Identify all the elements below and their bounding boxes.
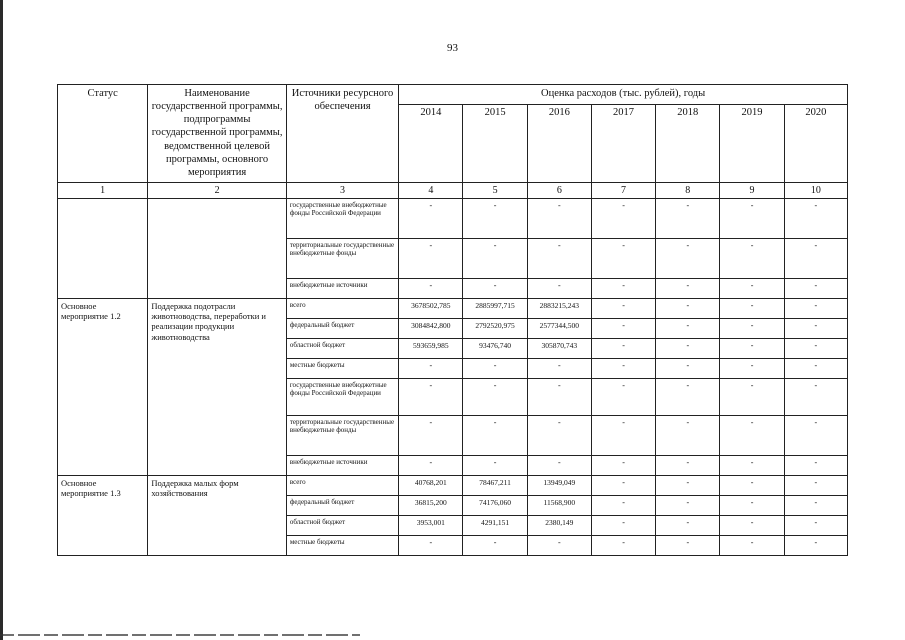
- expense-value-cell: -: [720, 359, 784, 379]
- header-sources: Источники ресурсного обеспечения: [286, 85, 398, 183]
- expense-value-cell: -: [399, 536, 463, 556]
- expense-value-cell: 3678502,785: [399, 299, 463, 319]
- expense-value-cell: 593659,985: [399, 339, 463, 359]
- expense-value-cell: -: [784, 239, 847, 279]
- expense-value-cell: -: [399, 199, 463, 239]
- expense-value-cell: -: [784, 279, 847, 299]
- expense-value-cell: -: [656, 339, 720, 359]
- expense-value-cell: -: [463, 456, 527, 476]
- expense-value-cell: -: [784, 516, 847, 536]
- header-year: 2014: [399, 105, 463, 183]
- scan-edge-left: [0, 0, 3, 640]
- expense-value-cell: -: [591, 516, 655, 536]
- header-estimate: Оценка расходов (тыс. рублей), годы: [399, 85, 848, 105]
- expense-value-cell: 13949,049: [527, 476, 591, 496]
- expense-value-cell: -: [784, 496, 847, 516]
- expense-value-cell: -: [784, 319, 847, 339]
- table-body: [58, 183, 848, 556]
- expense-value-cell: -: [784, 536, 847, 556]
- expense-value-cell: -: [527, 239, 591, 279]
- expense-value-cell: 2883215,243: [527, 299, 591, 319]
- expense-value-cell: -: [656, 416, 720, 456]
- expense-value-cell: 3953,001: [399, 516, 463, 536]
- expense-value-cell: -: [463, 379, 527, 416]
- column-number: 5: [463, 183, 527, 199]
- expense-value-cell: -: [399, 239, 463, 279]
- expense-value-cell: -: [463, 239, 527, 279]
- expense-value-cell: -: [720, 339, 784, 359]
- funding-source-cell: областной бюджет: [286, 516, 398, 536]
- expense-value-cell: -: [656, 359, 720, 379]
- funding-source-cell: всего: [286, 299, 398, 319]
- expense-value-cell: -: [591, 319, 655, 339]
- column-number: 4: [399, 183, 463, 199]
- column-number: 6: [527, 183, 591, 199]
- expense-value-cell: -: [527, 199, 591, 239]
- column-number: 7: [591, 183, 655, 199]
- expense-value-cell: -: [784, 416, 847, 456]
- expense-value-cell: -: [720, 199, 784, 239]
- expense-value-cell: -: [399, 456, 463, 476]
- expense-value-cell: -: [527, 279, 591, 299]
- expense-value-cell: -: [656, 239, 720, 279]
- expense-value-cell: -: [399, 379, 463, 416]
- expense-value-cell: -: [399, 416, 463, 456]
- expense-value-cell: -: [591, 496, 655, 516]
- expense-value-cell: -: [591, 536, 655, 556]
- expense-value-cell: -: [720, 496, 784, 516]
- program-name-cell: [148, 199, 287, 299]
- expense-value-cell: -: [784, 339, 847, 359]
- expense-value-cell: -: [656, 536, 720, 556]
- funding-source-cell: внебюджетные источники: [286, 279, 398, 299]
- expense-value-cell: -: [720, 476, 784, 496]
- column-number: 3: [286, 183, 398, 199]
- expense-table: [57, 84, 848, 556]
- expense-value-cell: 11568,900: [527, 496, 591, 516]
- funding-source-cell: внебюджетные источники: [286, 456, 398, 476]
- status-cell: Основное мероприятие 1.2: [58, 299, 148, 476]
- scan-edge-bottom: [0, 634, 360, 636]
- header-year: 2016: [527, 105, 591, 183]
- funding-source-cell: местные бюджеты: [286, 359, 398, 379]
- expense-value-cell: -: [463, 359, 527, 379]
- expense-value-cell: -: [527, 456, 591, 476]
- funding-source-cell: территориальные государственные внебюджетные фонды: [286, 239, 398, 279]
- expense-value-cell: 2380,149: [527, 516, 591, 536]
- expense-value-cell: -: [591, 299, 655, 319]
- expense-value-cell: -: [656, 496, 720, 516]
- header-year: 2015: [463, 105, 527, 183]
- funding-source-cell: местные бюджеты: [286, 536, 398, 556]
- funding-source-cell: федеральный бюджет: [286, 319, 398, 339]
- expense-value-cell: -: [784, 476, 847, 496]
- funding-source-cell: территориальные государственные внебюджетные фонды: [286, 416, 398, 456]
- expense-value-cell: -: [656, 199, 720, 239]
- expense-value-cell: -: [591, 339, 655, 359]
- expense-value-cell: 40768,201: [399, 476, 463, 496]
- table-row: [58, 299, 848, 319]
- funding-source-cell: федеральный бюджет: [286, 496, 398, 516]
- expense-value-cell: 305870,743: [527, 339, 591, 359]
- expense-value-cell: -: [720, 456, 784, 476]
- expense-value-cell: -: [720, 279, 784, 299]
- column-number: 2: [148, 183, 287, 199]
- expense-value-cell: -: [591, 379, 655, 416]
- expense-value-cell: -: [463, 279, 527, 299]
- expense-value-cell: 93476,740: [463, 339, 527, 359]
- expense-value-cell: 2792520,975: [463, 319, 527, 339]
- expense-value-cell: -: [656, 279, 720, 299]
- expense-value-cell: -: [527, 536, 591, 556]
- expense-value-cell: 36815,200: [399, 496, 463, 516]
- expense-value-cell: -: [784, 359, 847, 379]
- expense-value-cell: -: [527, 379, 591, 416]
- expense-value-cell: -: [591, 476, 655, 496]
- header-year: 2020: [784, 105, 847, 183]
- expense-value-cell: -: [591, 456, 655, 476]
- expense-value-cell: -: [656, 379, 720, 416]
- expense-value-cell: -: [591, 279, 655, 299]
- expense-value-cell: -: [656, 456, 720, 476]
- expense-value-cell: -: [591, 416, 655, 456]
- expense-value-cell: -: [656, 476, 720, 496]
- status-cell: Основное мероприятие 1.3: [58, 476, 148, 556]
- header-status: Статус: [58, 85, 148, 183]
- expense-value-cell: -: [720, 379, 784, 416]
- expense-value-cell: -: [591, 199, 655, 239]
- table-row: [58, 199, 848, 239]
- funding-source-cell: всего: [286, 476, 398, 496]
- funding-source-cell: государственные внебюджетные фонды Российской Федерации: [286, 199, 398, 239]
- funding-source-cell: областной бюджет: [286, 339, 398, 359]
- table-header: [58, 85, 848, 183]
- column-number-row: [58, 183, 848, 199]
- page-number: 93: [447, 42, 458, 54]
- expense-value-cell: -: [720, 299, 784, 319]
- expense-value-cell: -: [720, 239, 784, 279]
- expense-value-cell: -: [463, 416, 527, 456]
- expense-value-cell: -: [720, 536, 784, 556]
- header-name: Наименование государственной программы, подпрограммы государственной программы, ведомственной целевой программы, основного мероприятия: [148, 85, 287, 183]
- program-name-cell: Поддержка малых форм хозяйствования: [148, 476, 287, 556]
- expense-value-cell: -: [656, 319, 720, 339]
- expense-value-cell: -: [591, 239, 655, 279]
- expense-value-cell: -: [784, 199, 847, 239]
- expense-value-cell: -: [720, 416, 784, 456]
- expense-value-cell: -: [656, 516, 720, 536]
- program-name-cell: Поддержка подотрасли животноводства, переработки и реализации продукции животноводства: [148, 299, 287, 476]
- expense-value-cell: -: [463, 536, 527, 556]
- expense-value-cell: 2577344,500: [527, 319, 591, 339]
- expense-value-cell: -: [591, 359, 655, 379]
- expense-value-cell: -: [399, 359, 463, 379]
- header-year: 2019: [720, 105, 784, 183]
- status-cell: [58, 199, 148, 299]
- header-year: 2017: [591, 105, 655, 183]
- column-number: 10: [784, 183, 847, 199]
- expense-value-cell: -: [784, 299, 847, 319]
- column-number: 9: [720, 183, 784, 199]
- expense-value-cell: 78467,211: [463, 476, 527, 496]
- expense-value-cell: -: [784, 456, 847, 476]
- expense-value-cell: -: [656, 299, 720, 319]
- expense-value-cell: -: [463, 199, 527, 239]
- table-row: [58, 476, 848, 496]
- expense-value-cell: -: [527, 416, 591, 456]
- expense-value-cell: -: [784, 379, 847, 416]
- expense-value-cell: 74176,060: [463, 496, 527, 516]
- expense-value-cell: 3084842,800: [399, 319, 463, 339]
- expense-value-cell: -: [399, 279, 463, 299]
- expense-value-cell: -: [720, 516, 784, 536]
- column-number: 8: [656, 183, 720, 199]
- expense-value-cell: 4291,151: [463, 516, 527, 536]
- column-number: 1: [58, 183, 148, 199]
- expense-value-cell: -: [527, 359, 591, 379]
- header-year: 2018: [656, 105, 720, 183]
- funding-source-cell: государственные внебюджетные фонды Российской Федерации: [286, 379, 398, 416]
- expense-value-cell: 2885997,715: [463, 299, 527, 319]
- expense-value-cell: -: [720, 319, 784, 339]
